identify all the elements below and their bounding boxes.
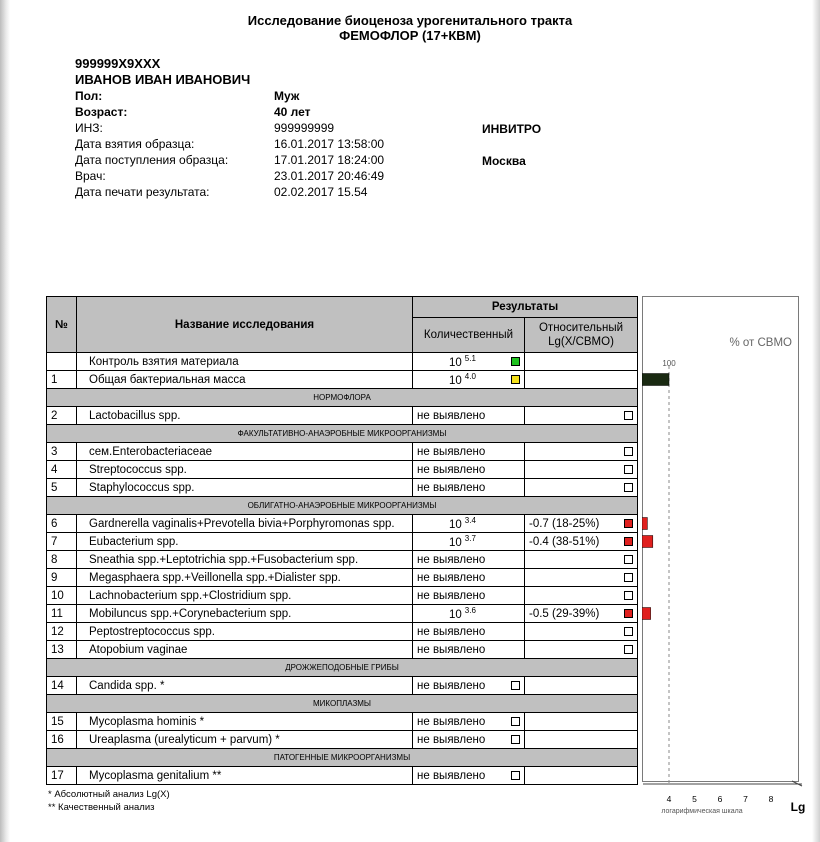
red-indicator-icon: [624, 537, 633, 546]
empty-box-icon: [624, 591, 633, 600]
quantity-exponent: 3.6: [464, 606, 476, 616]
table-row: [47, 677, 638, 695]
empty-box-icon: [624, 447, 633, 456]
row-number: 12: [47, 623, 77, 641]
quantity-value: [449, 372, 476, 387]
section-row: [47, 749, 638, 767]
quantity-base: 10: [449, 356, 462, 369]
test-name: Контроль взятия материала: [77, 353, 413, 371]
quantitative-cell: [413, 587, 525, 605]
row-number: 11: [47, 605, 77, 623]
row-number: 13: [47, 641, 77, 659]
table-row: [47, 461, 638, 479]
test-name: Lactobacillus spp.: [77, 407, 413, 425]
row-number: 1: [47, 371, 77, 389]
chart-tick-label: 5: [692, 794, 697, 804]
chart-axis-caption: логарифмическая шкала: [661, 808, 743, 815]
empty-box-icon: [624, 573, 633, 582]
field-label: Врач:: [75, 169, 106, 183]
section-row: [47, 659, 638, 677]
relative-cell: [525, 605, 638, 623]
field-label: ИНЗ:: [75, 121, 103, 135]
table-row: [47, 443, 638, 461]
patient-id: 999999X9XXX: [75, 56, 161, 71]
chart-reference-label: 100: [662, 359, 676, 368]
chart-bar: [642, 518, 647, 530]
relative-cell: [525, 767, 638, 785]
quantitative-cell: [413, 767, 525, 785]
field-label: Пол:: [75, 89, 103, 103]
section-title: ПАТОГЕННЫЕ МИКРООРГАНИЗМЫ: [47, 749, 638, 767]
test-name: Gardnerella vaginalis+Prevotella bivia+Porphyromonas spp.: [77, 515, 413, 533]
footnote-qualitative: ** Качественный анализ: [48, 802, 155, 813]
lab-name: ИНВИТРО: [482, 122, 542, 136]
test-name: Eubacterium spp.: [77, 533, 413, 551]
not-detected-text: не выявлено: [417, 445, 486, 458]
table-row: [47, 569, 638, 587]
row-number: 5: [47, 479, 77, 497]
quantitative-cell: [413, 371, 525, 389]
section-title: ФАКУЛЬТАТИВНО-АНАЭРОБНЫЕ МИКРООРГАНИЗМЫ: [47, 425, 638, 443]
quantitative-cell: [413, 443, 525, 461]
empty-box-icon: [511, 735, 520, 744]
row-number: 14: [47, 677, 77, 695]
not-detected-text: не выявлено: [417, 769, 486, 782]
test-name: Staphylococcus spp.: [77, 479, 413, 497]
row-number: 4: [47, 461, 77, 479]
relative-cell: [525, 353, 638, 371]
quantitative-cell: [413, 713, 525, 731]
relative-cell: [525, 461, 638, 479]
chart-tick-label: 8: [768, 794, 774, 804]
field-value: 16.01.2017 13:58:00: [274, 137, 385, 151]
relative-cell: [525, 677, 638, 695]
red-indicator-icon: [624, 609, 633, 618]
quantitative-cell: [413, 623, 525, 641]
row-number: 2: [47, 407, 77, 425]
section-title: МИКОПЛАЗМЫ: [47, 695, 638, 713]
field-value: 999999999: [274, 121, 335, 135]
field-value: 17.01.2017 18:24:00: [274, 153, 385, 167]
field-label: Дата взятия образца:: [75, 137, 195, 151]
test-name: сем.Enterobacteriaceae: [77, 443, 413, 461]
not-detected-text: не выявлено: [417, 625, 486, 638]
table-row: [47, 605, 638, 623]
section-row: [47, 695, 638, 713]
chart-tick-label: 7: [743, 794, 748, 804]
quantitative-cell: [413, 551, 525, 569]
relative-cell: [525, 479, 638, 497]
report-title: Исследование биоценоза урогенитального тракта: [247, 13, 573, 28]
footnote-absolute: * Абсолютный анализ Lg(X): [48, 789, 170, 800]
chart-bar: [642, 374, 669, 386]
yellow-indicator-icon: [511, 375, 520, 384]
row-number: 10: [47, 587, 77, 605]
table-row: [47, 479, 638, 497]
relative-cell: [525, 641, 638, 659]
relative-cell: [525, 731, 638, 749]
quantitative-cell: [413, 407, 525, 425]
not-detected-text: не выявлено: [417, 409, 486, 422]
section-title: ОБЛИГАТНО-АНАЭРОБНЫЕ МИКРООРГАНИЗМЫ: [47, 497, 638, 515]
relative-value: -0.5 (29-39%): [529, 607, 600, 620]
chart-frame: [643, 297, 799, 782]
not-detected-text: не выявлено: [417, 571, 486, 584]
not-detected-text: не выявлено: [417, 481, 486, 494]
col-relative: Относительный Lg(X/CBMO): [525, 318, 638, 353]
quantity-exponent: 5.1: [464, 354, 476, 364]
test-name: Mycoplasma hominis *: [77, 713, 413, 731]
test-name: Megasphaera spp.+Veillonella spp.+Dialister spp.: [77, 569, 413, 587]
quantity-base: 10: [449, 608, 462, 621]
chart-title: % от СВМО: [729, 337, 792, 349]
table-row: [47, 587, 638, 605]
relative-cell: [525, 443, 638, 461]
row-number: 15: [47, 713, 77, 731]
table-row: [47, 623, 638, 641]
chart-tick-label: 4: [666, 794, 672, 804]
relative-value: -0.4 (38-51%): [529, 535, 600, 548]
empty-box-icon: [624, 645, 633, 654]
empty-box-icon: [511, 771, 520, 780]
report-subtitle: ФЕМОФЛОР (17+КВМ): [339, 28, 481, 43]
quantity-value: [449, 606, 476, 621]
test-name: Atopobium vaginae: [77, 641, 413, 659]
row-number: 9: [47, 569, 77, 587]
row-number: 3: [47, 443, 77, 461]
relative-chart: [642, 296, 820, 842]
relative-cell: [525, 407, 638, 425]
table-row: [47, 533, 638, 551]
col-number: №: [47, 297, 77, 353]
relative-cell: [525, 533, 638, 551]
red-indicator-icon: [624, 519, 633, 528]
field-value: 02.02.2017 15.54: [274, 185, 368, 199]
col-test-name: Название исследования: [77, 297, 413, 353]
quantity-value: [449, 534, 476, 549]
empty-box-icon: [624, 483, 633, 492]
table-row: [47, 353, 638, 371]
test-name: Mobiluncus spp.+Corynebacterium spp.: [77, 605, 413, 623]
not-detected-text: не выявлено: [417, 679, 486, 692]
section-title: НОРМОФЛОРА: [47, 389, 638, 407]
empty-box-icon: [624, 555, 633, 564]
green-indicator-icon: [511, 357, 520, 366]
quantitative-cell: [413, 731, 525, 749]
relative-value: -0.7 (18-25%): [529, 517, 600, 530]
field-label: Дата поступления образца:: [75, 153, 229, 167]
quantitative-cell: [413, 515, 525, 533]
col-results: Результаты: [413, 297, 638, 318]
page-shadow-left: [0, 0, 10, 842]
field-value: 40 лет: [274, 105, 311, 119]
relative-cell: [525, 587, 638, 605]
not-detected-text: не выявлено: [417, 463, 486, 476]
test-name: Mycoplasma genitalium **: [77, 767, 413, 785]
table-row: [47, 713, 638, 731]
not-detected-text: не выявлено: [417, 589, 486, 602]
table-row: [47, 515, 638, 533]
empty-box-icon: [624, 411, 633, 420]
table-row: [47, 641, 638, 659]
relative-cell: [525, 371, 638, 389]
relative-cell: [525, 623, 638, 641]
relative-cell: [525, 551, 638, 569]
chart-bar: [642, 536, 653, 548]
test-name: Lachnobacterium spp.+Clostridium spp.: [77, 587, 413, 605]
chart-bar: [642, 608, 651, 620]
test-name: Sneathia spp.+Leptotrichia spp.+Fusobacterium spp.: [77, 551, 413, 569]
section-row: [47, 497, 638, 515]
field-value: 23.01.2017 20:46:49: [274, 169, 385, 183]
not-detected-text: не выявлено: [417, 553, 486, 566]
lab-city: Москва: [482, 154, 526, 168]
quantitative-cell: [413, 641, 525, 659]
patient-name: ИВАНОВ ИВАН ИВАНОВИЧ: [75, 72, 251, 87]
quantitative-cell: [413, 353, 525, 371]
quantity-value: [449, 354, 476, 369]
row-number: [47, 353, 77, 371]
test-name: Общая бактериальная масса: [77, 371, 413, 389]
table-row: [47, 731, 638, 749]
table-row: [47, 407, 638, 425]
not-detected-text: не выявлено: [417, 643, 486, 656]
table-row: [47, 551, 638, 569]
empty-box-icon: [511, 681, 520, 690]
quantitative-cell: [413, 479, 525, 497]
quantitative-cell: [413, 461, 525, 479]
quantitative-cell: [413, 677, 525, 695]
empty-box-icon: [511, 717, 520, 726]
table-row: [47, 371, 638, 389]
results-table: [46, 296, 638, 785]
field-label: Дата печати результата:: [75, 185, 210, 199]
not-detected-text: не выявлено: [417, 733, 486, 746]
row-number: 16: [47, 731, 77, 749]
test-name: Ureaplasma (urealyticum + parvum) *: [77, 731, 413, 749]
quantitative-cell: [413, 605, 525, 623]
quantity-base: 10: [449, 518, 462, 531]
field-value: Муж: [274, 89, 300, 103]
quantity-value: [449, 516, 476, 531]
quantity-base: 10: [449, 536, 462, 549]
table-row: [47, 767, 638, 785]
row-number: 7: [47, 533, 77, 551]
quantity-exponent: 4.0: [464, 372, 476, 382]
test-name: Candida spp. *: [77, 677, 413, 695]
section-title: ДРОЖЖЕПОДОБНЫЕ ГРИБЫ: [47, 659, 638, 677]
relative-cell: [525, 713, 638, 731]
test-name: Peptostreptococcus spp.: [77, 623, 413, 641]
quantity-base: 10: [449, 374, 462, 387]
quantitative-cell: [413, 533, 525, 551]
section-row: [47, 425, 638, 443]
relative-cell: [525, 515, 638, 533]
not-detected-text: не выявлено: [417, 715, 486, 728]
quantity-exponent: 3.4: [464, 516, 476, 526]
quantitative-cell: [413, 569, 525, 587]
quantity-exponent: 3.7: [464, 534, 476, 544]
relative-cell: [525, 569, 638, 587]
row-number: 6: [47, 515, 77, 533]
row-number: 17: [47, 767, 77, 785]
test-name: Streptococcus spp.: [77, 461, 413, 479]
chart-axis-unit: Lg: [790, 800, 806, 814]
empty-box-icon: [624, 465, 633, 474]
field-label: Возраст:: [75, 105, 128, 119]
section-row: [47, 389, 638, 407]
chart-tick-label: 6: [717, 794, 723, 804]
row-number: 8: [47, 551, 77, 569]
col-quantitative: Количественный: [413, 318, 525, 353]
empty-box-icon: [624, 627, 633, 636]
